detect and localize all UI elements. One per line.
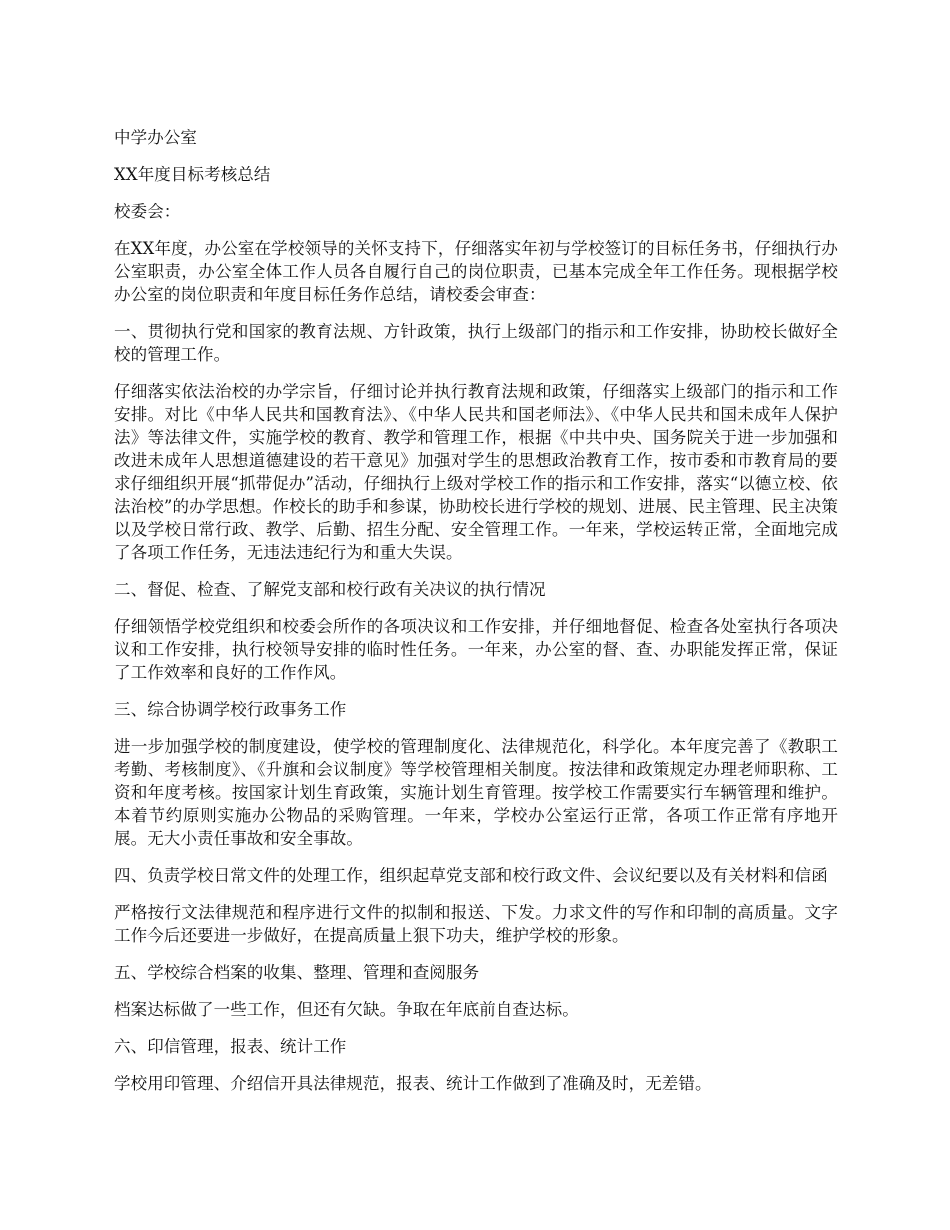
section-heading-1: 一、贯彻执行党和国家的教育法规、方针政策，执行上级部门的指示和工作安排，协助校长做好全校的管理工作。 bbox=[114, 322, 838, 364]
section-heading-2: 二、督促、检查、了解党支部和校行政有关决议的执行情况 bbox=[114, 580, 546, 599]
section-body-2: 仔细领悟学校党组织和校委会所作的各项决议和工作安排，并仔细地督促、检查各处室执行各项决议和工作安排，执行校领导安排的临时性任务。一年来，办公室的督、查、办职能发挥正常，保证了工作效率和良好的工作作风。 bbox=[114, 617, 838, 682]
office-name: 中学办公室 bbox=[114, 128, 197, 147]
section-heading-4: 四、负责学校日常文件的处理工作，组织起草党支部和校行政文件、会议纪要以及有关材料和信函 bbox=[114, 866, 828, 885]
section-body-3: 进一步加强学校的制度建设，使学校的管理制度化、法律规范化，科学化。本年度完善了《教职工考勤、考核制度》、《升旗和会议制度》等学校管理相关制度。按法律和政策规定办理老师职称、工资和年度考核。按国家计划生育政策，实施计划生育管理。按学校工作需要实行车辆管理和维护。本着节约原则实施办公物品的采购管理。一年来，学校办公室运行正常，各项工作正常有序地开展。无大小责任事故和安全事故。 bbox=[114, 737, 838, 848]
document-page bbox=[114, 126, 838, 1109]
section-heading-6: 六、印信管理，报表、统计工作 bbox=[114, 1037, 347, 1056]
section-body-4: 严格按行文法律规范和程序进行文件的拟制和报送、下发。力求文件的写作和印制的高质量。文字工作今后还要进一步做好，在提高质量上狠下功夫，维护学校的形象。 bbox=[114, 903, 838, 945]
salutation: 校委会： bbox=[114, 202, 181, 221]
section-heading-3: 三、综合协调学校行政事务工作 bbox=[114, 700, 347, 719]
section-heading-5: 五、学校综合档案的收集、整理、管理和查阅服务 bbox=[114, 963, 480, 982]
intro-paragraph: 在XX年度，办公室在学校领导的关怀支持下，仔细落实年初与学校签订的目标任务书，仔细执行办公室职责，办公室全体工作人员各自履行自己的岗位职责，已基本完成全年工作任务。现根据学校办公室的岗位职责和年度目标任务作总结，请校委会审查： bbox=[114, 239, 838, 304]
section-body-6: 学校用印管理、介绍信开具法律规范，报表、统计工作做到了准确及时，无差错。 bbox=[114, 1074, 712, 1093]
section-body-1: 仔细落实依法治校的办学宗旨，仔细讨论并执行教育法规和政策，仔细落实上级部门的指示和工作安排。对比《中华人民共和国教育法》、《中华人民共和国老师法》、《中华人民共和国未成年人保护法》等法律文件，实施学校的教育、教学和管理工作，根据《中共中央、国务院关于进一步加强和改进未成年人思想道德建设的若干意见》加强对学生的思想政治教育工作，按市委和市教育局的要求仔细组织开展“抓带促办”活动，仔细执行上级对学校工作的指示和工作安排，落实“以德立校、依法治校”的办学思想。作校长的助手和参谋，协助校长进行学校的规划、进展、民主管理、民主决策以及学校日常行政、教学、后勤、招生分配、安全管理工作。一年来，学校运转正常，全面地完成了各项工作任务，无违法违纪行为和重大失误。 bbox=[114, 382, 838, 562]
document-title: XX年度目标考核总结 bbox=[114, 165, 271, 184]
section-body-5: 档案达标做了一些工作，但还有欠缺。争取在年底前自查达标。 bbox=[114, 1000, 579, 1019]
